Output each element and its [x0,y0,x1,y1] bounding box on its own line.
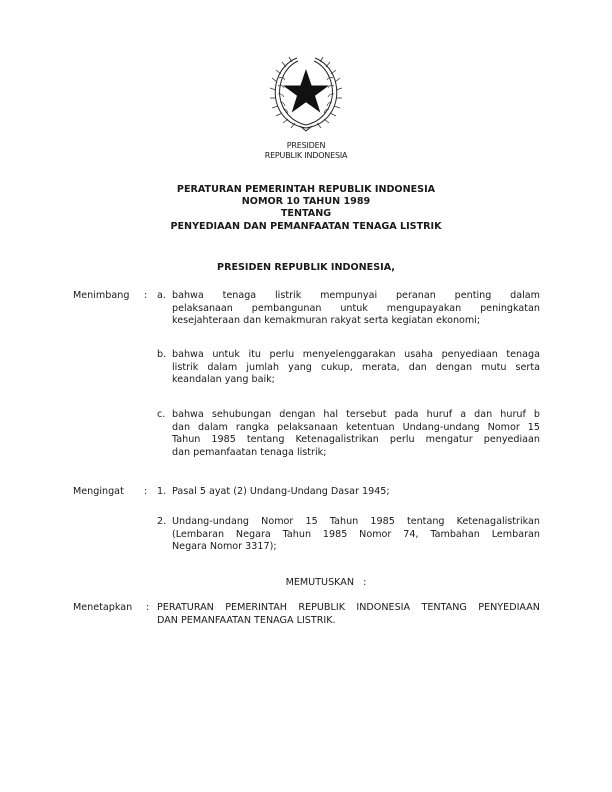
memutuskan-text: MEMUTUSKAN : [285,577,367,588]
president-heading: PRESIDEN REPUBLIK INDONESIA, [217,262,395,273]
title-line-3: TENTANG [280,208,332,220]
menetapkan-colon: : [146,602,150,613]
menimbang-item-c-text [172,409,540,459]
mengingat-item-1-marker: 1. [157,486,167,497]
text-line: bahwa sehubungan dengan hal tersebut pada huruf a dan huruf b [172,409,540,420]
mengingat-colon: : [144,486,148,497]
text-line: kesejahteraan dan kemakmuran rakyat serta kegiatan ekonomi; [172,315,481,326]
presidential-emblem-icon [267,52,345,134]
text-line: bahwa tenaga listrik mempunyai peranan penting dalam [172,290,540,301]
menimbang-item-b-marker: b. [157,349,167,360]
text-line: dan dalam rangka pelaksanaan ketentuan Undang-undang Nomor 15 [172,421,540,433]
mengingat-label: Mengingat [73,486,124,497]
menimbang-item-a-text [172,290,540,328]
menimbang-item-c-marker: c. [157,409,166,420]
text-line: pelaksanaan pembangunan untuk mengupayakan peningkatan [172,302,540,314]
text-line: Tahun 1985 tentang Ketenagalistrikan perlu mengatur penyediaan [172,434,540,445]
text-line: PERATURAN PEMERINTAH REPUBLIK INDONESIA TENTANG PENYEDIAAN [157,602,540,613]
emblem-caption-president: PRESIDEN [286,141,326,150]
emblem-caption-republic: REPUBLIK INDONESIA [264,151,348,160]
mengingat-item-2-text [172,516,540,554]
text-line: DAN PEMANFAATAN TENAGA LISTRIK. [157,614,336,626]
mengingat-item-2-marker: 2. [157,516,167,527]
title-line-2: NOMOR 10 TAHUN 1989 [241,196,371,208]
text-line: Negara Nomor 3317); [172,541,277,552]
menetapkan-text [157,602,540,627]
title-line-4: PENYEDIAAN DAN PEMANFAATAN TENAGA LISTRIK [170,220,442,232]
menimbang-colon: : [144,290,148,301]
text-line: Undang-undang Nomor 15 Tahun 1985 tentang Ketenagalistrikan [172,516,540,527]
text-line: Pasal 5 ayat (2) Undang-Undang Dasar 1945; [172,486,390,497]
text-line: dan pemanfaatan tenaga listrik; [172,446,327,458]
menimbang-label: Menimbang [73,290,130,301]
document-title [0,184,612,233]
title-line-1: PERATURAN PEMERINTAH REPUBLIK INDONESIA [176,184,436,195]
text-line: (Lembaran Negara Tahun 1985 Nomor 74, Tambahan Lembaran [172,528,540,540]
text-line: keandalan yang baik; [172,374,275,385]
menimbang-item-a-marker: a. [157,290,166,301]
menetapkan-label: Menetapkan [73,602,133,613]
menimbang-item-b-text [172,349,540,387]
mengingat-item-1-text [172,486,540,499]
text-line: bahwa untuk itu perlu menyelenggarakan usaha penyediaan tenaga [172,349,540,360]
memutuskan-heading [0,577,612,588]
text-line: listrik dalam jumlah yang cukup, merata, dan dengan mutu serta [172,361,540,373]
